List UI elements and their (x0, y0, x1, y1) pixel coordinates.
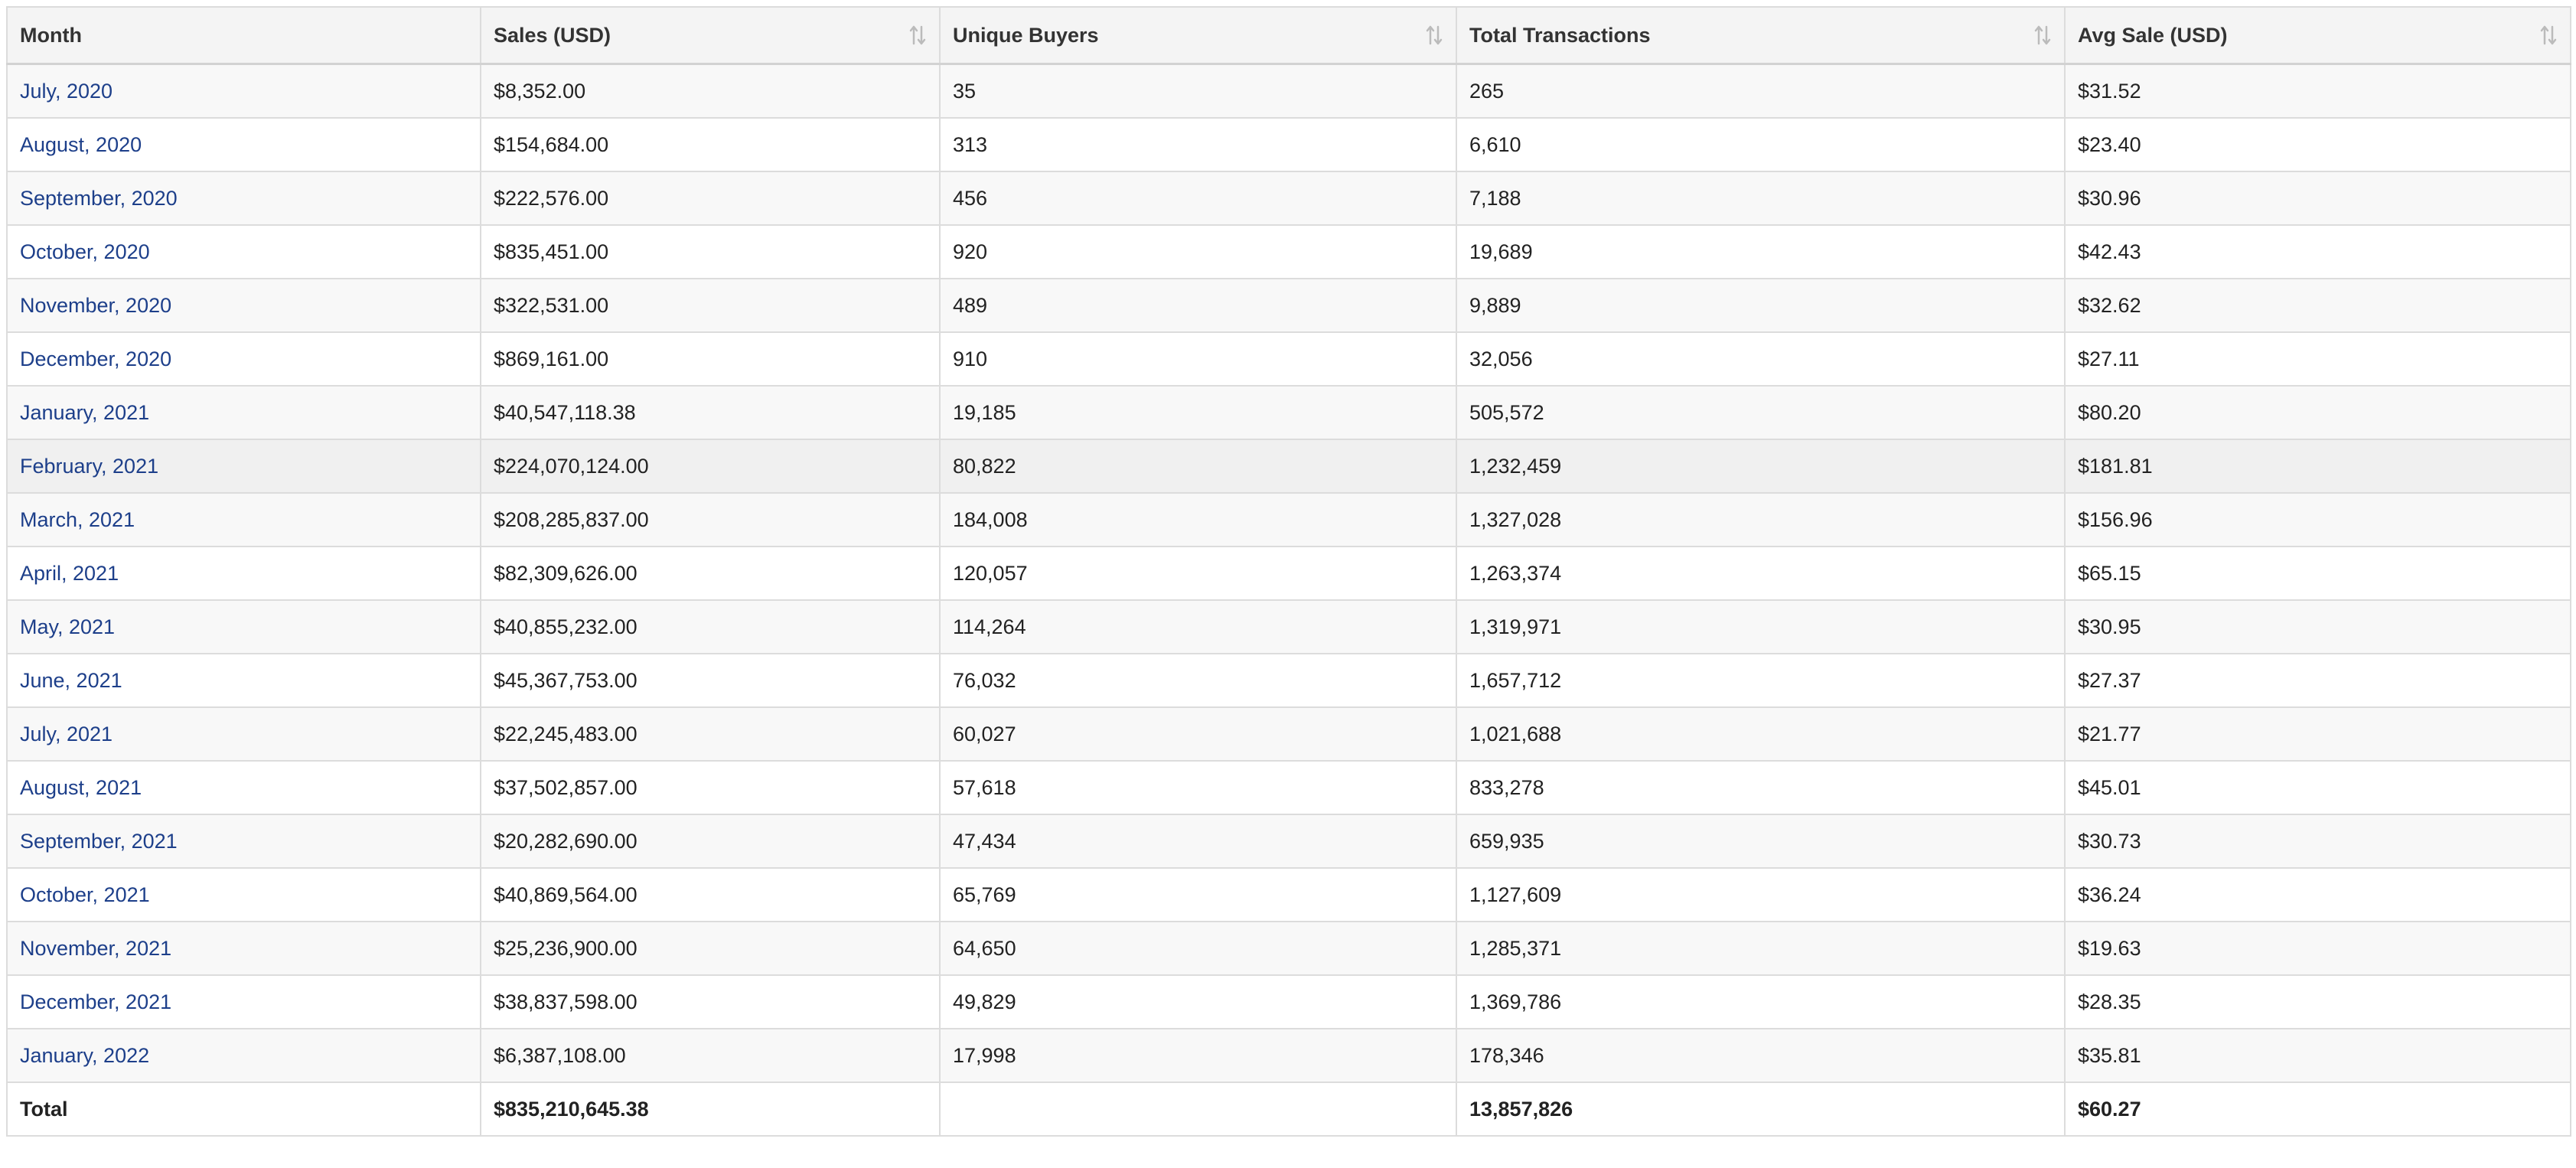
unique-buyers-cell: 47,434 (940, 814, 1456, 868)
total-transactions-cell: 32,056 (1456, 332, 2065, 386)
unique-buyers-cell: 120,057 (940, 546, 1456, 600)
month-cell (7, 332, 481, 386)
month-cell (7, 225, 481, 279)
table-row (7, 171, 2571, 225)
month-link[interactable]: August, 2021 (20, 775, 142, 799)
total-transactions-cell: 1,369,786 (1456, 975, 2065, 1029)
month-link[interactable]: September, 2020 (20, 186, 178, 210)
month-cell (7, 386, 481, 439)
sales-cell: $37,502,857.00 (481, 761, 940, 814)
unique-buyers-cell: 80,822 (940, 439, 1456, 493)
month-cell (7, 654, 481, 707)
table-row (7, 761, 2571, 814)
avg-sale-cell: $156.96 (2065, 493, 2571, 546)
sales-cell: $224,070,124.00 (481, 439, 940, 493)
column-header-total-transactions[interactable] (1456, 7, 2065, 64)
total-transactions-cell: 1,285,371 (1456, 922, 2065, 975)
sales-cell: $154,684.00 (481, 118, 940, 171)
month-cell (7, 493, 481, 546)
avg-sale-cell: $45.01 (2065, 761, 2571, 814)
column-header-label: Sales (USD) (494, 23, 611, 47)
month-cell (7, 600, 481, 654)
unique-buyers-cell: 114,264 (940, 600, 1456, 654)
total-transactions-cell: 7,188 (1456, 171, 2065, 225)
sort-arrows-icon[interactable] (2539, 24, 2558, 47)
avg-sale-cell: $21.77 (2065, 707, 2571, 761)
month-cell (7, 118, 481, 171)
avg-sale-cell: $65.15 (2065, 546, 2571, 600)
sales-cell: $322,531.00 (481, 279, 940, 332)
unique-buyers-cell: 17,998 (940, 1029, 1456, 1082)
sort-arrows-icon[interactable] (908, 24, 927, 47)
sort-arrows-icon[interactable] (2033, 24, 2052, 47)
total-avg-sale: $60.27 (2065, 1082, 2571, 1136)
month-link[interactable]: August, 2020 (20, 132, 142, 156)
month-link[interactable]: December, 2020 (20, 347, 172, 370)
table-row (7, 386, 2571, 439)
column-header-month (7, 7, 481, 64)
month-cell (7, 761, 481, 814)
total-transactions-cell: 1,263,374 (1456, 546, 2065, 600)
sales-cell: $40,547,118.38 (481, 386, 940, 439)
column-header-label: Total Transactions (1469, 23, 1651, 47)
sales-cell: $8,352.00 (481, 64, 940, 119)
total-transactions-cell: 505,572 (1456, 386, 2065, 439)
unique-buyers-cell: 49,829 (940, 975, 1456, 1029)
column-header-label: Unique Buyers (953, 23, 1099, 47)
unique-buyers-cell: 64,650 (940, 922, 1456, 975)
month-cell (7, 546, 481, 600)
table-header (7, 7, 2571, 64)
month-link[interactable]: May, 2021 (20, 615, 116, 638)
avg-sale-cell: $30.73 (2065, 814, 2571, 868)
month-link[interactable]: July, 2020 (20, 79, 113, 103)
avg-sale-cell: $36.24 (2065, 868, 2571, 922)
unique-buyers-cell: 184,008 (940, 493, 1456, 546)
avg-sale-cell: $27.11 (2065, 332, 2571, 386)
unique-buyers-cell: 35 (940, 64, 1456, 119)
total-transactions-cell: 265 (1456, 64, 2065, 119)
month-link[interactable]: July, 2021 (20, 722, 113, 745)
table-row (7, 118, 2571, 171)
sales-cell: $25,236,900.00 (481, 922, 940, 975)
sort-arrows-icon[interactable] (1425, 24, 1443, 47)
sales-cell: $38,837,598.00 (481, 975, 940, 1029)
table-row (7, 814, 2571, 868)
month-link[interactable]: June, 2021 (20, 668, 122, 692)
avg-sale-cell: $27.37 (2065, 654, 2571, 707)
sales-cell: $222,576.00 (481, 171, 940, 225)
avg-sale-cell: $181.81 (2065, 439, 2571, 493)
column-header-label: Month (20, 23, 82, 47)
total-label: Total (7, 1082, 481, 1136)
table-row (7, 707, 2571, 761)
month-cell (7, 975, 481, 1029)
total-transactions-cell: 833,278 (1456, 761, 2065, 814)
avg-sale-cell: $35.81 (2065, 1029, 2571, 1082)
sales-table (6, 6, 2571, 1137)
unique-buyers-cell: 60,027 (940, 707, 1456, 761)
total-sales: $835,210,645.38 (481, 1082, 940, 1136)
sales-cell: $20,282,690.00 (481, 814, 940, 868)
table-row (7, 279, 2571, 332)
unique-buyers-cell: 76,032 (940, 654, 1456, 707)
month-link[interactable]: January, 2021 (20, 400, 150, 424)
month-link[interactable]: October, 2021 (20, 883, 150, 906)
unique-buyers-cell: 57,618 (940, 761, 1456, 814)
header-row (7, 7, 2571, 64)
total-transactions-cell: 1,657,712 (1456, 654, 2065, 707)
sales-cell: $6,387,108.00 (481, 1029, 940, 1082)
total-transactions-cell: 178,346 (1456, 1029, 2065, 1082)
month-link[interactable]: March, 2021 (20, 507, 135, 531)
sales-cell: $869,161.00 (481, 332, 940, 386)
table-row (7, 225, 2571, 279)
table-row (7, 439, 2571, 493)
column-header-unique-buyers[interactable] (940, 7, 1456, 64)
unique-buyers-cell: 456 (940, 171, 1456, 225)
month-link[interactable]: April, 2021 (20, 561, 119, 585)
total-buyers (940, 1082, 1456, 1136)
table-body (7, 64, 2571, 1083)
sales-cell: $82,309,626.00 (481, 546, 940, 600)
month-cell (7, 279, 481, 332)
unique-buyers-cell: 313 (940, 118, 1456, 171)
total-transactions-cell: 1,127,609 (1456, 868, 2065, 922)
avg-sale-cell: $32.62 (2065, 279, 2571, 332)
sales-cell: $22,245,483.00 (481, 707, 940, 761)
table-row (7, 654, 2571, 707)
table-row (7, 868, 2571, 922)
column-header-avg-sale[interactable] (2065, 7, 2571, 64)
unique-buyers-cell: 65,769 (940, 868, 1456, 922)
table-footer (7, 1082, 2571, 1136)
month-cell (7, 814, 481, 868)
total-transactions-cell: 659,935 (1456, 814, 2065, 868)
table-row (7, 922, 2571, 975)
avg-sale-cell: $42.43 (2065, 225, 2571, 279)
total-row (7, 1082, 2571, 1136)
sales-cell: $40,869,564.00 (481, 868, 940, 922)
table-row (7, 600, 2571, 654)
month-link[interactable]: January, 2022 (20, 1043, 150, 1067)
sales-cell: $835,451.00 (481, 225, 940, 279)
avg-sale-cell: $19.63 (2065, 922, 2571, 975)
month-cell (7, 171, 481, 225)
avg-sale-cell: $30.95 (2065, 600, 2571, 654)
table-row (7, 1029, 2571, 1082)
month-cell (7, 439, 481, 493)
month-link[interactable]: December, 2021 (20, 990, 172, 1013)
month-cell (7, 922, 481, 975)
month-cell (7, 64, 481, 119)
month-link[interactable]: November, 2021 (20, 936, 172, 960)
table-row (7, 64, 2571, 119)
column-header-sales[interactable] (481, 7, 940, 64)
month-link[interactable]: November, 2020 (20, 293, 172, 317)
unique-buyers-cell: 19,185 (940, 386, 1456, 439)
month-cell (7, 1029, 481, 1082)
month-link[interactable]: September, 2021 (20, 829, 178, 853)
month-link[interactable]: October, 2020 (20, 240, 150, 263)
avg-sale-cell: $28.35 (2065, 975, 2571, 1029)
table-row (7, 493, 2571, 546)
unique-buyers-cell: 910 (940, 332, 1456, 386)
total-transactions-cell: 1,021,688 (1456, 707, 2065, 761)
total-transactions-cell: 19,689 (1456, 225, 2065, 279)
table-row (7, 975, 2571, 1029)
total-transactions: 13,857,826 (1456, 1082, 2065, 1136)
sales-cell: $208,285,837.00 (481, 493, 940, 546)
total-transactions-cell: 1,232,459 (1456, 439, 2065, 493)
total-transactions-cell: 1,327,028 (1456, 493, 2065, 546)
unique-buyers-cell: 489 (940, 279, 1456, 332)
avg-sale-cell: $31.52 (2065, 64, 2571, 119)
total-transactions-cell: 6,610 (1456, 118, 2065, 171)
unique-buyers-cell: 920 (940, 225, 1456, 279)
month-cell (7, 868, 481, 922)
total-transactions-cell: 1,319,971 (1456, 600, 2065, 654)
avg-sale-cell: $30.96 (2065, 171, 2571, 225)
sales-cell: $45,367,753.00 (481, 654, 940, 707)
avg-sale-cell: $80.20 (2065, 386, 2571, 439)
total-transactions-cell: 9,889 (1456, 279, 2065, 332)
table-row (7, 332, 2571, 386)
month-link[interactable]: February, 2021 (20, 454, 159, 478)
avg-sale-cell: $23.40 (2065, 118, 2571, 171)
table-row (7, 546, 2571, 600)
sales-cell: $40,855,232.00 (481, 600, 940, 654)
column-header-label: Avg Sale (USD) (2078, 23, 2228, 47)
month-cell (7, 707, 481, 761)
